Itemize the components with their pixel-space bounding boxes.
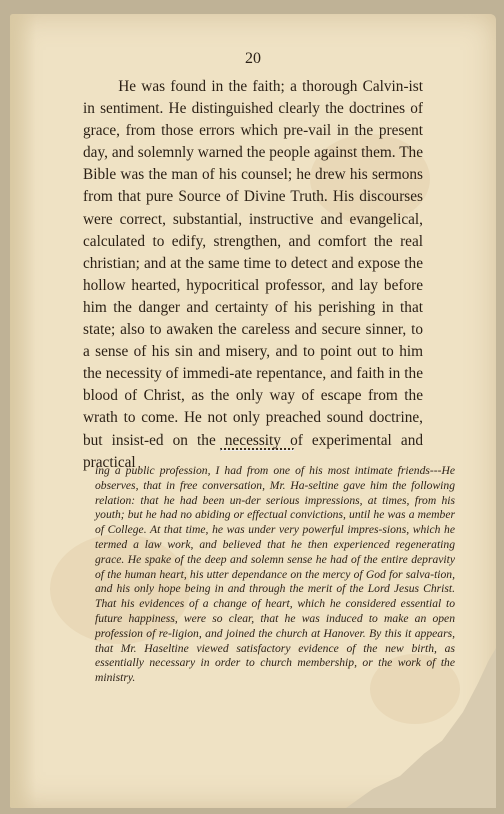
- page-edge-shadow: [10, 14, 36, 808]
- footnote-text: ing a public profession, I had from one of his most intimate friends---He observes, that in free conversation, Mr. Ha-seltine gave him the following relation: that he had been un-der serious impressions, at times, from his youth; but he had no abiding or effectual convictions, until he was a member of College. At that time, he was under very powerful impres-sions, which he termed a law work, and believed that he then experienced regenerating grace. He spake of the deep and solemn sense he had of the entire depravity of the human heart, his utter dependance on the mercy of God for salva-tion, and his only hope being in and through the merit of the Lord Jesus Christ. That his evidences of a change of heart, which he considered essential to future happiness, were so clear, that he was induced to make an open profession of re-ligion, and joined the church at Hanover. By this it appears, that Mr. Haseltine viewed satisfactory evidence of the new birth, as essentially necessary in order to church membership, or the work of the ministry.: [95, 464, 455, 685]
- footnote-separator: [220, 448, 294, 451]
- body-paragraph: He was found in the faith; a thorough Calvin-ist in sentiment. He distinguished clearly the doctrines of grace, from those errors which pre-vail in the present day, and solemnly warned the people against them. The Bible was the man of his counsel; he drew his sermons from that pure Source of Divine Truth. His discourses were correct, substantial, instructive and evangelical, calculated to edify, strengthen, and comfort the real christian; and at the same time to detect and expose the hollow hearted, hypocritical professor, and lay before him the danger and certainty of his perishing in that state; also to awaken the careless and secure sinner, to a sense of his sin and misery, and to point out to him the necessity of immedi-ate repentance, and faith in the blood of Christ, as the only way of escape from the wrath to come. He not only preached sound doctrine, but insist-ed on the necessity of experimental and practical: [83, 78, 423, 471]
- book-page: [10, 14, 496, 808]
- page-number: 20: [245, 50, 261, 67]
